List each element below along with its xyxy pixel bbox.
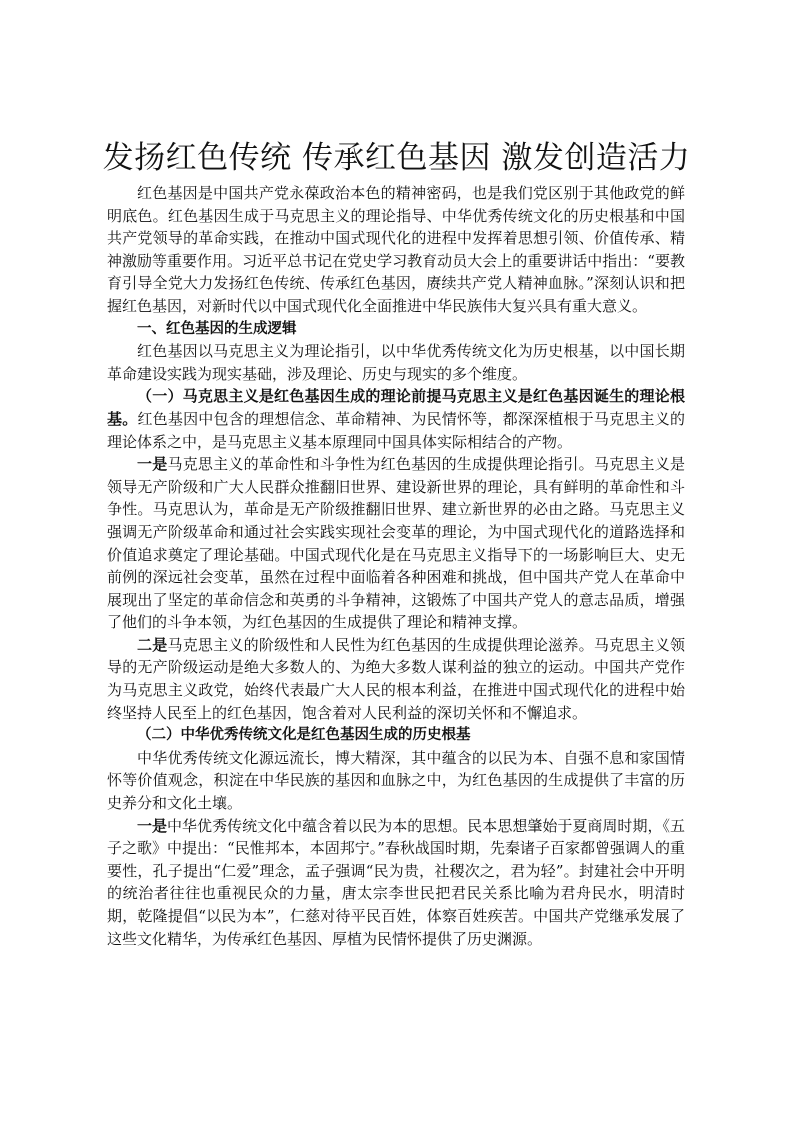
- point-three-paragraph: [107, 815, 685, 951]
- section-heading-1: 一、红色基因的生成逻辑: [137, 320, 297, 337]
- point-one-paragraph: [107, 453, 685, 634]
- point-three-text: 中华优秀传统文化中蕴含着以民为本的思想。民本思想肇始于夏商周时期，《五子之歌》中提出：“民惟邦本，本固邦宁。”春秋战国时期，先秦诸子百家都曾强调人的重要性，孔子提出“仁爱”理念，孟子强调“民为贵，社稷次之，君为轻”。封建社会中开明的统治者往往也重视民众的力量，唐太宗李世民把君民关系比喻为君舟民水，明清时期，乾隆提倡“以民为本”，仁慈对待平民百姓，体察百姓疾苦。中国共产党继承发展了这些文化精华，为传承红色基因、厚植为民情怀提供了历史渊源。: [107, 816, 685, 948]
- point-two-lead: 二是: [137, 635, 168, 654]
- point-two-paragraph: [107, 634, 685, 724]
- document-body: [107, 182, 685, 950]
- intro-paragraph: 红色基因是中国共产党永葆政治本色的精神密码，也是我们党区别于其他政党的鲜明底色。红色基因生成于马克思主义的理论指导、中华优秀传统文化的历史根基和中国共产党领导的革命实践，在推动中国式现代化的进程中发挥着思想引领、价值传承、精神激励等重要作用。习近平总书记在党史学习教育动员大会上的重要讲话中指出：“要教育引导全党大力发扬红色传统、传承红色基因，赓续共产党人精神血脉。”深刻认识和把握红色基因，对新时代以中国式现代化全面推进中华民族伟大复兴具有重大意义。: [107, 184, 685, 315]
- page-title: 发扬红色传统 传承红色基因 激发创造活力: [102, 140, 691, 176]
- section-1-paragraph: 红色基因以马克思主义为理论指引，以中华优秀传统文化为历史根基，以中国长期革命建设实践为现实基础，涉及理论、历史与现实的多个维度。: [107, 342, 685, 383]
- subsection-heading-1: （一）马克思主义是红色基因生成的理论前提马克思主义是红色基因诞生的理论根基。: [107, 387, 685, 428]
- subsection-2-paragraph: 中华优秀传统文化源远流长，博大精深，其中蕴含的以民为本、自强不息和家国情怀等价值观念，积淀在中华民族的基因和血脉之中，为红色基因的生成提供了丰富的历史养分和文化土壤。: [107, 748, 685, 813]
- subsection-heading-2: （二）中华优秀传统文化是红色基因生成的历史根基: [137, 727, 471, 744]
- point-three-lead: 一是: [137, 816, 168, 835]
- point-one-lead: 一是: [137, 455, 168, 474]
- subsection-1-text: 红色基因中包含的理想信念、革命精神、为民情怀等，都深深植根于马克思主义的理论体系之中，是马克思主义基本原理同中国具体实际相结合的产物。: [107, 409, 685, 451]
- point-two-text: 马克思主义的阶级性和人民性为红色基因的生成提供理论滋养。马克思主义领导的无产阶级运动是绝大多数人的、为绝大多数人谋利益的独立的运动。中国共产党作为马克思主义政党，始终代表最广大人民的根本利益，在推进中国式现代化的进程中始终坚持人民至上的红色基因，饱含着对人民利益的深切关怀和不懈追求。: [107, 635, 685, 722]
- subsection-1-paragraph: [107, 385, 685, 453]
- point-one-text: 马克思主义的革命性和斗争性为红色基因的生成提供理论指引。马克思主义是领导无产阶级和广大人民群众推翻旧世界、建设新世界的理论，具有鲜明的革命性和斗争性。马克思认为，革命是无产阶级推翻旧世界、建立新世界的必由之路。马克思主义强调无产阶级革命和通过社会实践实现社会变革的理论，为中国式现代化的道路选择和价值追求奠定了理论基础。中国式现代化是在马克思主义指导下的一场影响巨大、史无前例的深远社会变革，虽然在过程中面临着各种困难和挑战，但中国共产党人在革命中展现出了坚定的革命信念和英勇的斗争精神，这锻炼了中国共产党人的意志品质，增强了他们的斗争本领，为红色基因的生成提供了理论和精神支撑。: [107, 455, 685, 632]
